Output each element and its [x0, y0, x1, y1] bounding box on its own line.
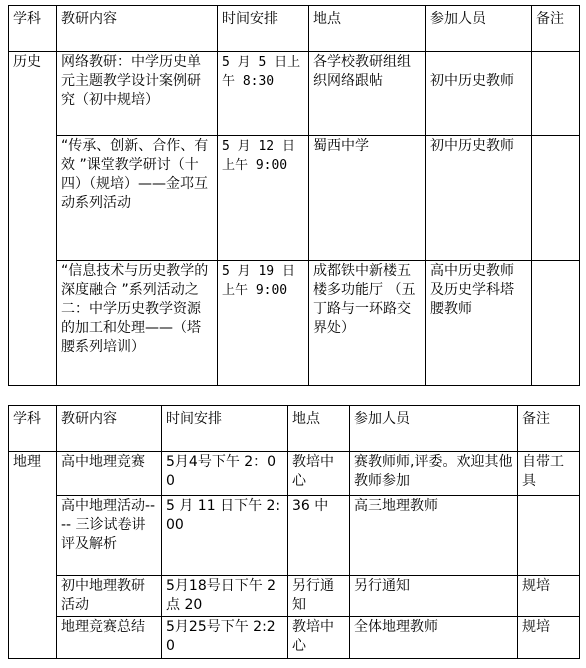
time-cell: 5 月 19 日上午 9:00 [218, 261, 309, 386]
place-cell: 蜀西中学 [309, 136, 426, 261]
participants-cell: 高中历史教师及历史学科塔腰教师 [426, 261, 532, 386]
table-row [9, 496, 580, 576]
participants-cell: 另行通知 [350, 576, 518, 617]
header-participants: 参加人员 [350, 406, 518, 452]
table-header-row [9, 6, 580, 52]
place-cell: 另行通知 [288, 576, 350, 617]
participants-cell: 高三地理教师 [350, 496, 518, 576]
time-cell: 5 月 5 日上午 8:30 [218, 52, 309, 136]
note-cell [532, 136, 580, 261]
header-note: 备注 [532, 6, 580, 52]
time-cell: 5 月 12 日上午 9:00 [218, 136, 309, 261]
content-cell: 地理竞赛总结 [57, 617, 162, 659]
content-cell: “传承、创新、合作、有效 ”课堂教学研讨（十四）（规培）——金邛互动系列活动 [57, 136, 218, 261]
header-note: 备注 [518, 406, 580, 452]
note-cell [518, 496, 580, 576]
time-cell: 5 月 11 日下午 2:00 [162, 496, 288, 576]
history-schedule-table [8, 5, 580, 386]
subject-cell: 地理 [9, 452, 57, 659]
participants-cell: 赛教师师,评委。欢迎其他教师参加 [350, 452, 518, 496]
participants-cell: 初中历史教师 [426, 136, 532, 261]
note-cell: 规培 [518, 576, 580, 617]
note-cell [532, 261, 580, 386]
geography-schedule-table [8, 405, 580, 659]
header-content: 教研内容 [57, 406, 162, 452]
table-row [9, 617, 580, 659]
participants-cell: 全体地理教师 [350, 617, 518, 659]
header-subject: 学科 [9, 6, 57, 52]
content-cell: 网络教研：中学历史单元主题教学设计案例研究（初中规培） [57, 52, 218, 136]
place-cell: 教培中心 [288, 452, 350, 496]
participants-cell: 初中历史教师 [426, 52, 532, 136]
table-row [9, 136, 580, 261]
header-place: 地点 [288, 406, 350, 452]
header-participants: 参加人员 [426, 6, 532, 52]
note-cell: 自带工具 [518, 452, 580, 496]
place-cell: 教培中心 [288, 617, 350, 659]
subject-cell: 历史 [9, 52, 57, 386]
place-cell: 成都铁中新楼五楼多功能厅 （五丁路与一环路交界处） [309, 261, 426, 386]
header-time: 时间安排 [218, 6, 309, 52]
content-cell: 高中地理竞赛 [57, 452, 162, 496]
place-cell: 各学校教研组组织网络跟帖 [309, 52, 426, 136]
table-header-row [9, 406, 580, 452]
table-row [9, 261, 580, 386]
place-cell: 36 中 [288, 496, 350, 576]
header-subject: 学科 [9, 406, 57, 452]
content-cell: 高中地理活动---- 三诊试卷讲评及解析 [57, 496, 162, 576]
table-row [9, 576, 580, 617]
note-cell [532, 52, 580, 136]
content-cell: 初中地理教研活动 [57, 576, 162, 617]
time-cell: 5月25号下午 2:20 [162, 617, 288, 659]
table-row [9, 52, 580, 136]
content-cell: “信息技术与历史教学的深度融合 ”系列活动之二：中学历史教学资源的加工和处理——（塔腰系列培训） [57, 261, 218, 386]
header-content: 教研内容 [57, 6, 218, 52]
time-cell: 5月4号下午 2：00 [162, 452, 288, 496]
header-place: 地点 [309, 6, 426, 52]
time-cell: 5月18号日下午 2点 20 [162, 576, 288, 617]
note-cell: 规培 [518, 617, 580, 659]
table-row [9, 452, 580, 496]
header-time: 时间安排 [162, 406, 288, 452]
